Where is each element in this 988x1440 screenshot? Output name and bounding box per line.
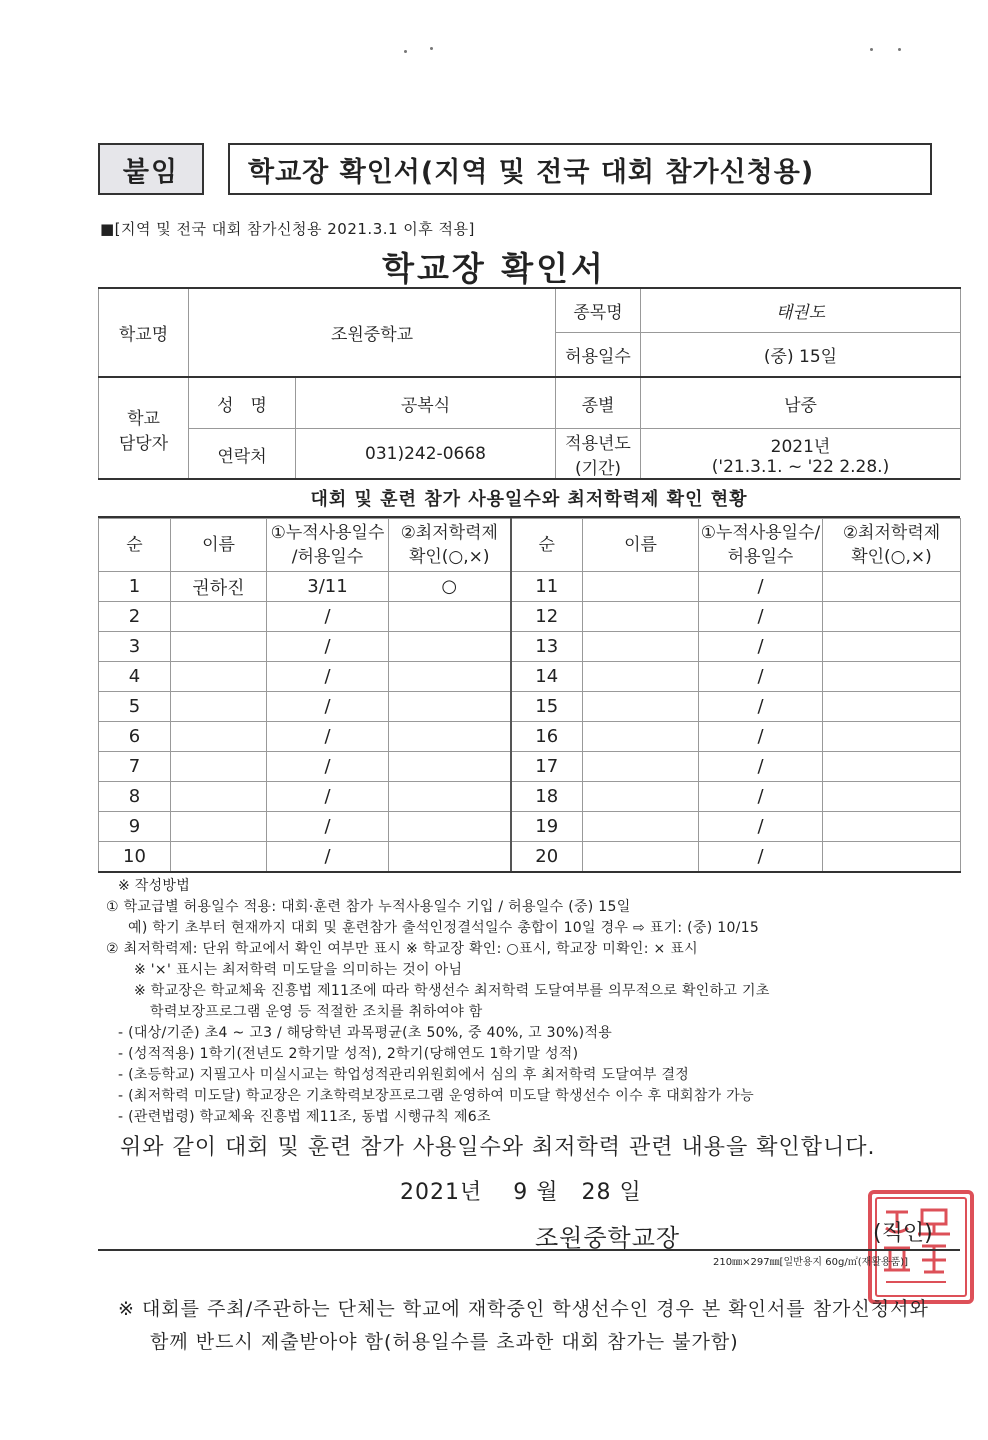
row-days: / bbox=[267, 782, 389, 812]
row-check bbox=[823, 752, 961, 782]
school-name: 조원중학교 bbox=[189, 288, 556, 377]
row-name bbox=[583, 812, 699, 842]
row-check bbox=[389, 752, 511, 782]
row-days: / bbox=[267, 632, 389, 662]
table-row bbox=[99, 752, 961, 782]
year-value-line1: 2021년 bbox=[770, 436, 831, 457]
footnote-line: 함께 반드시 제출받아야 함(허용일수를 초과한 대회 참가는 불가함) bbox=[150, 1331, 739, 1353]
row-no: 6 bbox=[99, 722, 171, 752]
row-no: 16 bbox=[511, 722, 583, 752]
note-line: ① 학교급별 허용일수 적용: 대회·훈련 참가 누적사용일수 기입 / 허용일수 (중) 15일 bbox=[106, 899, 631, 915]
row-check: ○ bbox=[389, 572, 511, 602]
name-label: 성 명 bbox=[189, 377, 296, 429]
col-check-left-line2: 확인(○,×) bbox=[408, 547, 490, 567]
year-value bbox=[641, 429, 961, 480]
attachment-label: 붙임 bbox=[98, 143, 204, 195]
row-no: 4 bbox=[99, 662, 171, 692]
row-days: / bbox=[267, 752, 389, 782]
allowed-days-value: (중) 15일 bbox=[641, 333, 961, 378]
manager-label bbox=[99, 377, 189, 480]
row-check bbox=[823, 602, 961, 632]
row-no: 7 bbox=[99, 752, 171, 782]
table-row bbox=[99, 692, 961, 722]
col-days-left bbox=[267, 519, 389, 572]
status-section-title: 대회 및 훈련 참가 사용일수와 최저학력제 확인 현황 bbox=[98, 478, 960, 518]
scan-speck bbox=[898, 48, 901, 51]
row-check bbox=[823, 572, 961, 602]
issue-date: 2021년 9 월 28 일 bbox=[400, 1180, 642, 1205]
contact-label: 연락처 bbox=[189, 429, 296, 480]
year-label-line1: 적용년도 bbox=[565, 434, 631, 454]
seal-label: (직인) bbox=[873, 1221, 933, 1246]
row-days: 3/11 bbox=[267, 572, 389, 602]
principal-title: 조원중학교장 bbox=[535, 1224, 681, 1252]
row-check bbox=[823, 662, 961, 692]
row-no: 11 bbox=[511, 572, 583, 602]
footnote bbox=[118, 1293, 929, 1359]
contact-value: 031)242-0668 bbox=[296, 429, 556, 480]
confirmation-statement: 위와 같이 대회 및 훈련 참가 사용일수와 최저학력 관련 내용을 확인합니다. bbox=[120, 1135, 876, 1160]
col-days-right-line1: ①누적사용일수/ bbox=[700, 523, 821, 543]
table-row bbox=[99, 662, 961, 692]
row-check bbox=[823, 782, 961, 812]
subtitle: ■[지역 및 전국 대회 참가신청용 2021.3.1 이후 적용] bbox=[100, 220, 475, 238]
info-table bbox=[98, 287, 961, 480]
instructions bbox=[104, 876, 954, 1128]
gender-value: 남중 bbox=[641, 377, 961, 429]
signature-divider bbox=[98, 1249, 960, 1251]
row-days: / bbox=[267, 722, 389, 752]
note-line: ※ 학교장은 학교체육 진흥법 제11조에 따라 학생선수 최저학력 도달여부를 의무적으로 확인하고 기초 bbox=[134, 983, 770, 999]
row-days: / bbox=[267, 692, 389, 722]
table-row bbox=[99, 602, 961, 632]
row-days: / bbox=[699, 572, 823, 602]
school-label: 학교명 bbox=[99, 288, 189, 377]
col-name-right: 이름 bbox=[583, 519, 699, 572]
row-days: / bbox=[267, 842, 389, 873]
row-check bbox=[389, 692, 511, 722]
col-check-right-line2: 확인(○,×) bbox=[851, 547, 932, 567]
year-value-line2: ('21.3.1. ~ '22 2.28.) bbox=[711, 456, 890, 477]
row-days: / bbox=[699, 662, 823, 692]
table-row bbox=[99, 722, 961, 752]
row-name bbox=[171, 632, 267, 662]
row-name bbox=[171, 662, 267, 692]
row-days: / bbox=[699, 752, 823, 782]
row-check bbox=[823, 722, 961, 752]
row-name bbox=[583, 632, 699, 662]
row-name bbox=[583, 572, 699, 602]
note-line: - (관련법령) 학교체육 진흥법 제11조, 동법 시행규칙 제6조 bbox=[118, 1109, 491, 1125]
col-days-left-line2: /허용일수 bbox=[291, 547, 364, 567]
row-check bbox=[823, 692, 961, 722]
page-title: 학교장 확인서 bbox=[382, 249, 606, 288]
row-no: 2 bbox=[99, 602, 171, 632]
row-no: 13 bbox=[511, 632, 583, 662]
note-line: 예) 학기 초부터 현재까지 대회 및 훈련참가 출석인정결석일수 총합이 10일 경우 ⇨ 표기: (중) 10/15 bbox=[128, 920, 760, 936]
row-no: 19 bbox=[511, 812, 583, 842]
note-heading: ※ 작성방법 bbox=[118, 878, 191, 894]
year-label-line2: (기간) bbox=[574, 459, 622, 479]
row-no: 8 bbox=[99, 782, 171, 812]
footnote-line: ※ 대회를 주최/주관하는 단체는 학교에 재학중인 학생선수인 경우 본 확인서를 참가신청서와 bbox=[118, 1298, 929, 1320]
table-row bbox=[99, 632, 961, 662]
status-table bbox=[98, 518, 961, 873]
col-name-left: 이름 bbox=[171, 519, 267, 572]
row-no: 9 bbox=[99, 812, 171, 842]
note-line: - (최저학력 미도달) 학교장은 기초학력보장프로그램 운영하여 미도달 학생선수 이수 후 대회참가 가능 bbox=[118, 1088, 754, 1104]
row-days: / bbox=[699, 602, 823, 632]
row-name bbox=[583, 662, 699, 692]
table-row bbox=[99, 572, 961, 602]
note-line: - (대상/기준) 초4 ~ 고3 / 해당학년 과목평균(초 50%, 중 40%, 고 30%)적용 bbox=[118, 1025, 613, 1041]
form-title: 학교장 확인서(지역 및 전국 대회 참가신청용) bbox=[228, 143, 932, 195]
row-check bbox=[389, 662, 511, 692]
scan-speck bbox=[870, 48, 873, 51]
col-check-right-line1: ②최저학력제 bbox=[842, 523, 941, 543]
table-row bbox=[99, 842, 961, 873]
col-check-left bbox=[389, 519, 511, 572]
note-line: 학력보장프로그램 운영 등 적절한 조치를 취하여야 함 bbox=[150, 1004, 483, 1020]
row-name: 권하진 bbox=[171, 572, 267, 602]
year-label bbox=[556, 429, 641, 480]
row-days: / bbox=[699, 812, 823, 842]
gender-label: 종별 bbox=[556, 377, 641, 429]
manager-label-line2: 담당자 bbox=[118, 433, 169, 454]
row-days: / bbox=[267, 812, 389, 842]
event-value: 태권도 bbox=[641, 288, 961, 333]
row-name bbox=[171, 782, 267, 812]
row-no: 17 bbox=[511, 752, 583, 782]
paper-spec: 210㎜×297㎜[일반용지 60g/㎡(재활용품)] bbox=[713, 1257, 909, 1268]
row-name bbox=[171, 692, 267, 722]
note-line: - (성적적용) 1학기(전년도 2학기말 성적), 2학기(당해연도 1학기말 성적) bbox=[118, 1046, 579, 1062]
row-no: 1 bbox=[99, 572, 171, 602]
row-name bbox=[583, 602, 699, 632]
row-days: / bbox=[699, 722, 823, 752]
row-check bbox=[389, 602, 511, 632]
note-line: ※ '×' 표시는 최저학력 미도달을 의미하는 것이 아님 bbox=[134, 962, 463, 978]
scan-speck bbox=[430, 47, 433, 50]
row-check bbox=[389, 782, 511, 812]
col-days-left-line1: ①누적사용일수 bbox=[270, 523, 385, 543]
col-check-right bbox=[823, 519, 961, 572]
allowed-days-label: 허용일수 bbox=[556, 333, 641, 378]
row-no: 15 bbox=[511, 692, 583, 722]
row-no: 5 bbox=[99, 692, 171, 722]
row-check bbox=[389, 632, 511, 662]
row-days: / bbox=[699, 692, 823, 722]
row-days: / bbox=[267, 602, 389, 632]
row-days: / bbox=[699, 842, 823, 873]
manager-label-line1: 학교 bbox=[127, 408, 160, 429]
row-days: / bbox=[699, 632, 823, 662]
note-line: - (초등학교) 지필고사 미실시교는 학업성적관리위원회에서 심의 후 최저학력 도달여부 결정 bbox=[118, 1067, 690, 1083]
event-label: 종목명 bbox=[556, 288, 641, 333]
row-name bbox=[583, 782, 699, 812]
row-no: 14 bbox=[511, 662, 583, 692]
col-days-right-line2: 허용일수 bbox=[727, 547, 794, 567]
col-no-left: 순 bbox=[99, 519, 171, 572]
row-name bbox=[583, 752, 699, 782]
row-no: 20 bbox=[511, 842, 583, 873]
row-name bbox=[583, 842, 699, 873]
row-check bbox=[389, 722, 511, 752]
row-name bbox=[171, 602, 267, 632]
row-name bbox=[583, 692, 699, 722]
scan-speck bbox=[404, 50, 407, 53]
row-name bbox=[171, 752, 267, 782]
row-name bbox=[583, 722, 699, 752]
official-seal-stamp bbox=[862, 1186, 980, 1308]
table-row bbox=[99, 812, 961, 842]
row-no: 10 bbox=[99, 842, 171, 873]
name-value: 공복식 bbox=[296, 377, 556, 429]
row-no: 12 bbox=[511, 602, 583, 632]
col-no-right: 순 bbox=[511, 519, 583, 572]
table-row bbox=[99, 782, 961, 812]
col-check-left-line1: ②최저학력제 bbox=[400, 523, 498, 543]
row-no: 18 bbox=[511, 782, 583, 812]
row-days: / bbox=[267, 662, 389, 692]
row-check bbox=[823, 632, 961, 662]
col-days-right bbox=[699, 519, 823, 572]
note-line: ② 최저학력제: 단위 학교에서 확인 여부만 표시 ※ 학교장 확인: ○표시, 학교장 미확인: × 표시 bbox=[106, 941, 698, 957]
row-name bbox=[171, 812, 267, 842]
row-check bbox=[823, 812, 961, 842]
row-name bbox=[171, 842, 267, 873]
row-check bbox=[389, 842, 511, 873]
row-days: / bbox=[699, 782, 823, 812]
row-name bbox=[171, 722, 267, 752]
row-no: 3 bbox=[99, 632, 171, 662]
row-check bbox=[389, 812, 511, 842]
row-check bbox=[823, 842, 961, 873]
